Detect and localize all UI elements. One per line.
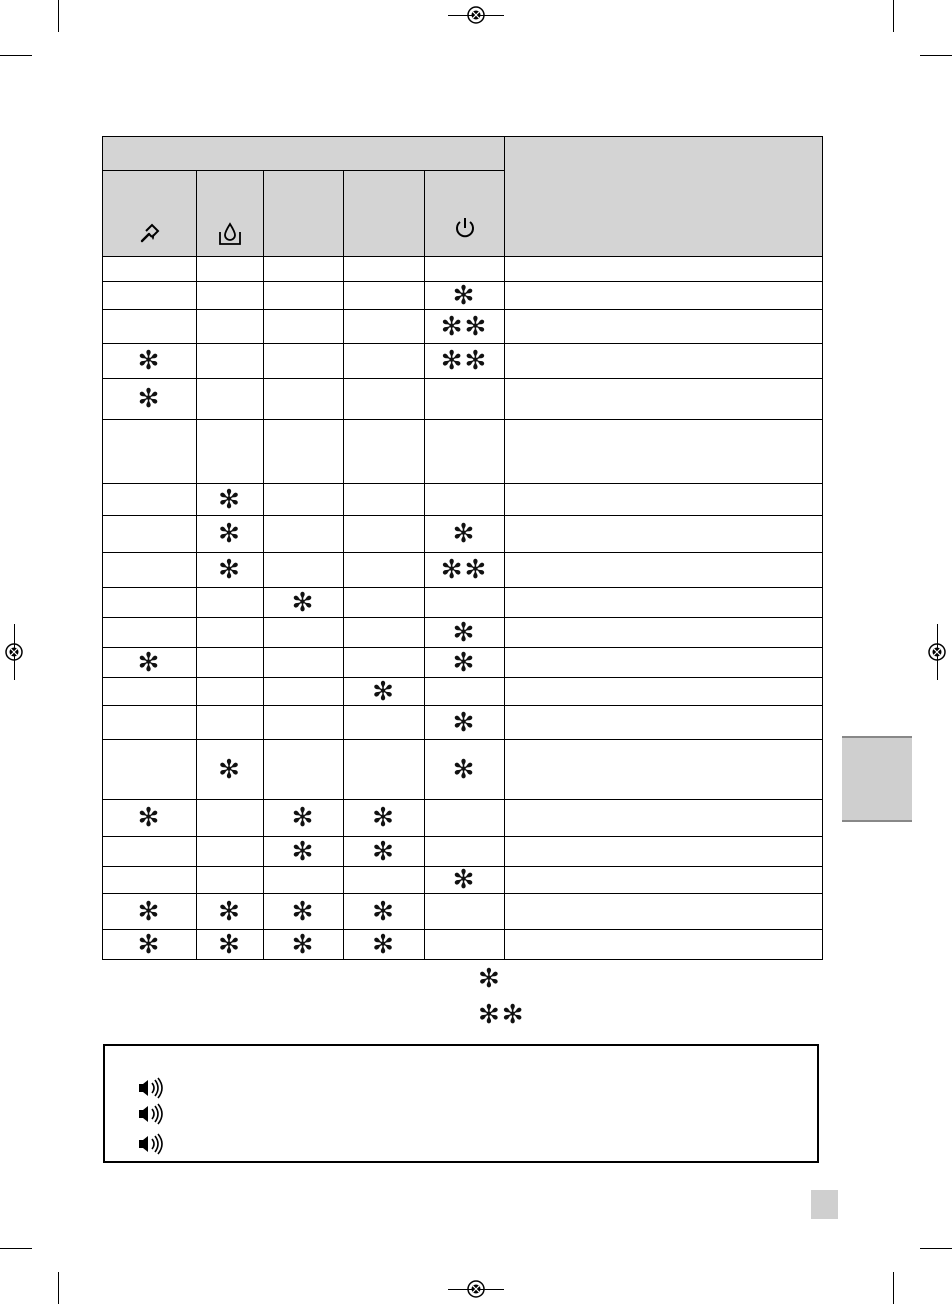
indicator-cell <box>425 867 505 894</box>
star-symbol: ✻ <box>372 896 396 927</box>
indicator-cell <box>344 706 425 740</box>
description-cell <box>505 618 823 648</box>
description-cell <box>505 310 823 344</box>
star-symbol: ✻ <box>218 555 242 585</box>
indicator-cell <box>103 379 197 420</box>
speaker-icon <box>136 1103 166 1125</box>
table-row <box>103 344 823 379</box>
indicator-cell <box>344 484 425 516</box>
indicator-cell <box>197 930 264 960</box>
table-row <box>103 282 823 310</box>
description-cell <box>505 894 823 930</box>
indicator-cell <box>197 420 264 484</box>
indicator-cell <box>264 837 344 867</box>
edit-drop-icon <box>137 220 163 246</box>
indicator-cell <box>344 588 425 618</box>
indicator-cell <box>425 344 505 379</box>
description-cell <box>505 282 823 310</box>
star-symbol: ✻ <box>452 865 477 895</box>
indicator-cell <box>425 740 505 800</box>
table-row <box>103 379 823 420</box>
indicator-cell <box>425 484 505 516</box>
header-edit-drop <box>103 171 197 257</box>
star-symbol: ✻ <box>452 280 477 311</box>
indicator-status-table <box>102 136 823 960</box>
description-cell <box>505 516 823 553</box>
indicator-cell <box>264 618 344 648</box>
indicator-cell <box>344 420 425 484</box>
crop-mark <box>58 0 59 32</box>
description-cell <box>505 930 823 960</box>
indicator-cell <box>344 648 425 678</box>
indicator-cell <box>264 930 344 960</box>
legend-single-star: ✻ <box>478 964 502 994</box>
indicator-cell <box>103 618 197 648</box>
indicator-cell <box>344 618 425 648</box>
indicator-cell <box>197 618 264 648</box>
table-row <box>103 257 823 282</box>
indicator-cell <box>103 516 197 553</box>
description-cell <box>505 678 823 706</box>
indicator-cell <box>103 310 197 344</box>
description-header <box>505 137 823 257</box>
indicator-cell <box>264 516 344 553</box>
speaker-icon <box>136 1077 166 1099</box>
indicator-group-header <box>103 137 505 171</box>
indicator-cell <box>103 800 197 837</box>
note-box <box>103 1044 819 1163</box>
table-row <box>103 930 823 960</box>
indicator-cell <box>425 678 505 706</box>
indicator-cell <box>344 837 425 867</box>
page-number-box <box>811 1190 838 1219</box>
star-symbol: ✻ <box>137 346 162 376</box>
description-cell <box>505 740 823 800</box>
indicator-cell <box>103 420 197 484</box>
star-symbol: ✻✻ <box>440 555 489 585</box>
registration-mark-icon <box>465 1278 487 1300</box>
star-symbol: ✻ <box>452 647 477 678</box>
star-symbol: ✻ <box>218 754 242 785</box>
header-power <box>425 171 505 257</box>
indicator-cell <box>197 894 264 930</box>
star-symbol: ✻ <box>291 896 316 927</box>
table-row <box>103 553 823 588</box>
indicator-cell <box>344 678 425 706</box>
star-symbol: ✻ <box>218 929 242 960</box>
table-row <box>103 867 823 894</box>
indicator-cell <box>344 516 425 553</box>
indicator-cell <box>344 930 425 960</box>
indicator-cell <box>264 894 344 930</box>
indicator-cell <box>425 800 505 837</box>
description-cell <box>505 257 823 282</box>
table-row <box>103 740 823 800</box>
indicator-cell <box>344 894 425 930</box>
table-row <box>103 420 823 484</box>
crop-mark <box>893 1272 894 1304</box>
indicator-cell <box>197 837 264 867</box>
table-row <box>103 310 823 344</box>
star-symbol: ✻✻ <box>440 346 489 376</box>
indicator-cell <box>197 257 264 282</box>
star-symbol: ✻ <box>137 896 162 927</box>
indicator-cell <box>425 516 505 553</box>
description-cell <box>505 867 823 894</box>
indicator-cell <box>344 800 425 837</box>
indicator-cell <box>344 379 425 420</box>
indicator-cell <box>425 379 505 420</box>
indicator-cell <box>264 379 344 420</box>
indicator-cell <box>264 706 344 740</box>
crop-mark <box>893 0 894 32</box>
indicator-cell <box>425 420 505 484</box>
star-symbol: ✻ <box>452 617 477 648</box>
star-symbol: ✻✻ <box>440 311 489 342</box>
star-symbol: ✻ <box>291 803 316 833</box>
table-row <box>103 516 823 553</box>
star-symbol: ✻ <box>452 519 477 549</box>
star-symbol: ✻ <box>291 836 316 867</box>
indicator-cell <box>103 837 197 867</box>
indicator-cell <box>103 553 197 588</box>
description-cell <box>505 420 823 484</box>
indicator-cell <box>264 257 344 282</box>
indicator-cell <box>197 310 264 344</box>
indicator-cell <box>197 516 264 553</box>
header-col-4 <box>344 171 425 257</box>
indicator-cell <box>425 894 505 930</box>
speaker-icon <box>136 1133 166 1155</box>
indicator-cell <box>344 867 425 894</box>
indicator-cell <box>264 484 344 516</box>
header-water <box>197 171 264 257</box>
indicator-cell <box>103 484 197 516</box>
indicator-cell <box>425 257 505 282</box>
description-cell <box>505 800 823 837</box>
table-row <box>103 618 823 648</box>
indicator-cell <box>264 553 344 588</box>
water-drop-icon <box>217 220 243 248</box>
indicator-cell <box>344 310 425 344</box>
table-row <box>103 706 823 740</box>
star-symbol: ✻ <box>452 754 477 785</box>
indicator-cell <box>197 553 264 588</box>
crop-mark <box>0 1248 32 1249</box>
star-symbol: ✻ <box>137 384 162 414</box>
star-symbol: ✻ <box>372 836 396 867</box>
star-symbol: ✻ <box>372 929 396 960</box>
star-symbol: ✻ <box>137 803 162 833</box>
crop-mark <box>58 1272 59 1304</box>
table-row <box>103 484 823 516</box>
indicator-cell <box>425 310 505 344</box>
indicator-cell <box>197 706 264 740</box>
table-row <box>103 894 823 930</box>
indicator-cell <box>264 420 344 484</box>
indicator-cell <box>344 257 425 282</box>
indicator-cell <box>264 282 344 310</box>
registration-mark-icon <box>926 641 948 663</box>
indicator-cell <box>197 588 264 618</box>
indicator-cell <box>425 618 505 648</box>
header-col-3 <box>264 171 344 257</box>
table-row <box>103 800 823 837</box>
indicator-cell <box>425 553 505 588</box>
registration-mark-icon <box>3 641 25 663</box>
indicator-cell <box>197 867 264 894</box>
indicator-cell <box>344 282 425 310</box>
indicator-cell <box>197 740 264 800</box>
description-cell <box>505 706 823 740</box>
indicator-cell <box>103 867 197 894</box>
indicator-cell <box>344 740 425 800</box>
indicator-cell <box>425 588 505 618</box>
indicator-cell <box>103 282 197 310</box>
table-row <box>103 678 823 706</box>
star-symbol: ✻ <box>137 929 162 960</box>
side-tab <box>842 736 912 822</box>
description-cell <box>505 648 823 678</box>
indicator-cell <box>103 648 197 678</box>
indicator-cell <box>103 930 197 960</box>
crop-mark <box>0 55 32 56</box>
indicator-cell <box>197 800 264 837</box>
indicator-cell <box>197 648 264 678</box>
indicator-cell <box>103 740 197 800</box>
indicator-cell <box>103 257 197 282</box>
indicator-cell <box>264 800 344 837</box>
star-symbol: ✻ <box>452 707 477 738</box>
crop-mark <box>920 1248 952 1249</box>
power-icon <box>453 216 477 240</box>
indicator-cell <box>103 894 197 930</box>
indicator-cell <box>197 379 264 420</box>
crop-mark <box>920 55 952 56</box>
indicator-cell <box>425 648 505 678</box>
indicator-cell <box>103 678 197 706</box>
indicator-cell <box>197 484 264 516</box>
star-symbol: ✻ <box>291 587 316 618</box>
indicator-cell <box>197 344 264 379</box>
indicator-cell <box>103 588 197 618</box>
table-row <box>103 648 823 678</box>
indicator-cell <box>103 344 197 379</box>
description-cell <box>505 344 823 379</box>
indicator-cell <box>103 706 197 740</box>
description-cell <box>505 588 823 618</box>
star-symbol: ✻ <box>218 896 242 927</box>
indicator-cell <box>344 344 425 379</box>
indicator-cell <box>197 282 264 310</box>
indicator-cell <box>425 837 505 867</box>
indicator-cell <box>197 678 264 706</box>
description-cell <box>505 379 823 420</box>
description-cell <box>505 484 823 516</box>
indicator-cell <box>344 553 425 588</box>
indicator-cell <box>264 310 344 344</box>
indicator-cell <box>264 648 344 678</box>
indicator-cell <box>425 282 505 310</box>
star-symbol: ✻ <box>372 803 396 833</box>
indicator-cell <box>264 678 344 706</box>
legend-double-star: ✻✻ <box>478 1000 526 1030</box>
description-cell <box>505 553 823 588</box>
indicator-cell <box>425 930 505 960</box>
indicator-cell <box>264 344 344 379</box>
star-symbol: ✻ <box>218 519 242 549</box>
indicator-cell <box>264 740 344 800</box>
star-symbol: ✻ <box>218 484 242 515</box>
indicator-cell <box>425 706 505 740</box>
star-symbol: ✻ <box>137 647 162 678</box>
indicator-cell <box>264 867 344 894</box>
indicator-cell <box>264 588 344 618</box>
description-cell <box>505 837 823 867</box>
table-row <box>103 837 823 867</box>
star-symbol: ✻ <box>372 676 396 707</box>
registration-mark-icon <box>465 4 487 26</box>
table-row <box>103 588 823 618</box>
star-symbol: ✻ <box>291 929 316 960</box>
